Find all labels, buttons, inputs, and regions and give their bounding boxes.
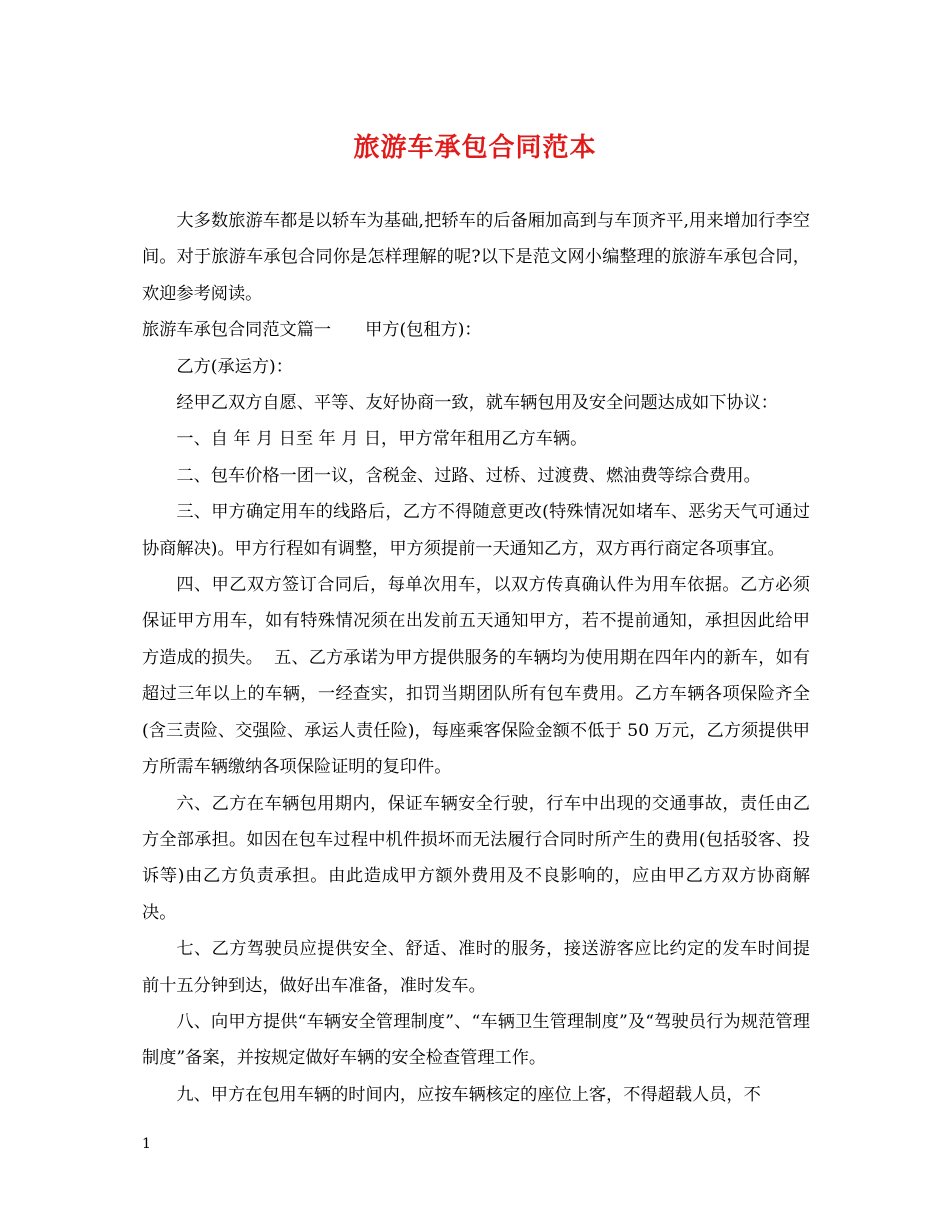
clause-6: 六、乙方在车辆包用期内，保证车辆安全行驶，行车中出现的交通事故，责任由乙方全部承担。如因在包车过程中机件损坏而无法履行合同时所产生的费用(包括驳客、投诉等)由乙方负责承担。由此造成甲方额外费用及不良影响的，应由甲乙方双方协商解决。	[142, 793, 810, 923]
clause-9: 九、甲方在包用车辆的时间内，应按车辆核定的座位上客，不得超载人员，不	[176, 1084, 761, 1105]
document-body	[142, 203, 810, 1113]
clause-4-5	[142, 567, 810, 785]
document-title: 旅游车承包合同范本	[353, 133, 597, 163]
clause-3: 三、甲方确定用车的线路后，乙方不得随意更改(特殊情况如堵车、恶劣天气可通过协商解决)。甲方行程如有调整，甲方须提前一天通知乙方，双方再行商定各项事宜。	[142, 502, 810, 559]
clause-4: 四、甲乙双方签订合同后，每单次用车，以双方传真确认件为用车依据。乙方必须保证甲方用车，如有特殊情况须在出发前五天通知甲方，若不提前通知，承担因此给甲方造成的损失。	[142, 575, 810, 668]
party-b-label: 乙方(承运方)：	[176, 356, 293, 377]
clause-8: 八、向甲方提供“车辆安全管理制度”、“车辆卫生管理制度”及“驾驶员行为规范管理制度”备案，并按规定做好车辆的安全检查管理工作。	[142, 1011, 810, 1069]
party-a-label: 甲方(包租方)：	[365, 320, 482, 341]
page-number: 1	[142, 1136, 151, 1152]
section-heading-line	[142, 312, 810, 348]
clause-2: 二、包车价格一团一议，含税金、过路、过桥、过渡费、燃油费等综合费用。	[176, 465, 761, 486]
clause-1: 一、自 年 月 日至 年 月 日，甲方常年租用乙方车辆。	[176, 429, 588, 450]
clause-5: 五、乙方承诺为甲方提供服务的车辆均为使用期在四年内的新车，如有超过三年以上的车辆，一经查实，扣罚当期团队所有包车费用。乙方车辆各项保险齐全(含三责险、交强险、承运人责任险)，每座乘客保险金额不低于 50 万元，乙方须提供甲方所需车辆缴纳各项保险证明的复印件。	[142, 647, 810, 778]
section-heading: 旅游车承包合同范文篇一	[142, 320, 332, 341]
clause-7: 七、乙方驾驶员应提供安全、舒适、准时的服务，接送游客应比约定的发车时间提前十五分钟到达，做好出车准备，准时发车。	[142, 939, 810, 996]
preamble-paragraph: 经甲乙双方自愿、平等、友好协商一致，就车辆包用及安全问题达成如下协议：	[176, 393, 778, 414]
intro-paragraph: 大多数旅游车都是以轿车为基础,把轿车的后备厢加高到与车顶齐平,用来增加行李空间。对于旅游车承包合同你是怎样理解的呢?以下是范文网小编整理的旅游车承包合同，欢迎参考阅读。	[142, 211, 810, 304]
